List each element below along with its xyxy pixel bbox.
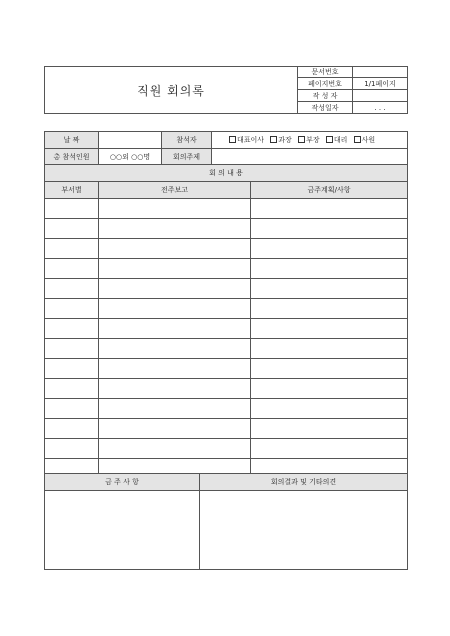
- content-section-title: 회 의 내 용: [45, 165, 408, 182]
- option-assistant-manager: 대리: [333, 136, 348, 144]
- last-week-report-cell[interactable]: [99, 379, 251, 399]
- total-attendees-value[interactable]: ○○외 ○○명: [99, 149, 162, 166]
- department-cell[interactable]: [45, 199, 99, 219]
- content-row: [45, 319, 408, 339]
- author-label: 작 성 자: [298, 90, 353, 102]
- topic-value[interactable]: [212, 149, 408, 166]
- content-row: [45, 339, 408, 359]
- option-section-chief: 과장: [278, 136, 292, 144]
- department-cell[interactable]: [45, 399, 99, 419]
- content-row: [45, 219, 408, 239]
- attendees-label: 참석자: [162, 132, 212, 149]
- last-week-report-cell[interactable]: [99, 339, 251, 359]
- page-number-label: 페이지번호: [298, 78, 353, 90]
- content-row: [45, 239, 408, 259]
- content-row: [45, 299, 408, 319]
- this-week-plan-cell[interactable]: [251, 379, 408, 399]
- department-cell[interactable]: [45, 359, 99, 379]
- page-number-value: 1/1페이지: [353, 78, 408, 90]
- this-week-notes-title: 금 주 사 항: [45, 474, 200, 491]
- this-week-plan-cell[interactable]: [251, 299, 408, 319]
- this-week-plan-cell[interactable]: [251, 259, 408, 279]
- column-header-department: 부서별: [45, 182, 99, 199]
- checkbox-department-head[interactable]: [298, 136, 305, 143]
- content-row: [45, 279, 408, 299]
- last-week-report-cell[interactable]: [99, 419, 251, 439]
- last-week-report-cell[interactable]: [99, 439, 251, 459]
- results-opinions-title: 회의결과 및 기타의견: [200, 474, 408, 491]
- date-written-value[interactable]: . . .: [353, 102, 408, 114]
- date-label: 날 짜: [45, 132, 99, 149]
- department-cell[interactable]: [45, 439, 99, 459]
- checkbox-ceo[interactable]: [229, 136, 236, 143]
- last-week-report-cell[interactable]: [99, 359, 251, 379]
- document-header-table: [44, 66, 408, 114]
- document-title: 직원 회의록: [45, 67, 298, 114]
- last-week-report-cell[interactable]: [99, 259, 251, 279]
- this-week-plan-cell[interactable]: [251, 439, 408, 459]
- column-header-last-week: 전주보고: [99, 182, 251, 199]
- content-row: [45, 199, 408, 219]
- department-cell[interactable]: [45, 319, 99, 339]
- content-row: [45, 439, 408, 459]
- department-cell[interactable]: [45, 239, 99, 259]
- last-week-report-cell[interactable]: [99, 239, 251, 259]
- content-row: [45, 419, 408, 439]
- department-cell[interactable]: [45, 279, 99, 299]
- last-week-report-cell[interactable]: [99, 199, 251, 219]
- checkbox-staff[interactable]: [354, 136, 361, 143]
- last-week-report-cell[interactable]: [99, 279, 251, 299]
- department-cell[interactable]: [45, 379, 99, 399]
- meeting-meta-table: [44, 131, 408, 166]
- content-row: [45, 399, 408, 419]
- this-week-notes-area[interactable]: [45, 491, 200, 570]
- results-opinions-area[interactable]: [200, 491, 408, 570]
- this-week-plan-cell[interactable]: [251, 219, 408, 239]
- date-value[interactable]: [99, 132, 162, 149]
- column-header-this-week: 금주계획/사항: [251, 182, 408, 199]
- department-cell[interactable]: [45, 419, 99, 439]
- this-week-plan-cell[interactable]: [251, 399, 408, 419]
- attendee-options: [212, 132, 408, 149]
- footer-table: [44, 473, 408, 570]
- this-week-plan-cell[interactable]: [251, 339, 408, 359]
- last-week-report-cell[interactable]: [99, 319, 251, 339]
- checkbox-section-chief[interactable]: [270, 136, 277, 143]
- this-week-plan-cell[interactable]: [251, 199, 408, 219]
- this-week-plan-cell[interactable]: [251, 359, 408, 379]
- date-written-label: 작성일자: [298, 102, 353, 114]
- last-week-report-cell[interactable]: [99, 219, 251, 239]
- topic-label: 회의주제: [162, 149, 212, 166]
- this-week-plan-cell[interactable]: [251, 419, 408, 439]
- this-week-plan-cell[interactable]: [251, 239, 408, 259]
- option-ceo: 대표이사: [237, 136, 265, 144]
- doc-number-label: 문서번호: [298, 67, 353, 78]
- this-week-plan-cell[interactable]: [251, 319, 408, 339]
- doc-number-value[interactable]: [353, 67, 408, 78]
- content-row: [45, 259, 408, 279]
- checkbox-assistant-manager[interactable]: [326, 136, 333, 143]
- last-week-report-cell[interactable]: [99, 399, 251, 419]
- option-staff: 사원: [361, 136, 376, 144]
- meeting-content-table: [44, 164, 408, 479]
- content-row: [45, 359, 408, 379]
- content-row: [45, 379, 408, 399]
- department-cell[interactable]: [45, 339, 99, 359]
- total-attendees-label: 총 참석인원: [45, 149, 99, 166]
- this-week-plan-cell[interactable]: [251, 279, 408, 299]
- department-cell[interactable]: [45, 299, 99, 319]
- last-week-report-cell[interactable]: [99, 299, 251, 319]
- author-value[interactable]: [353, 90, 408, 102]
- department-cell[interactable]: [45, 219, 99, 239]
- department-cell[interactable]: [45, 259, 99, 279]
- option-department-head: 부장: [306, 136, 320, 144]
